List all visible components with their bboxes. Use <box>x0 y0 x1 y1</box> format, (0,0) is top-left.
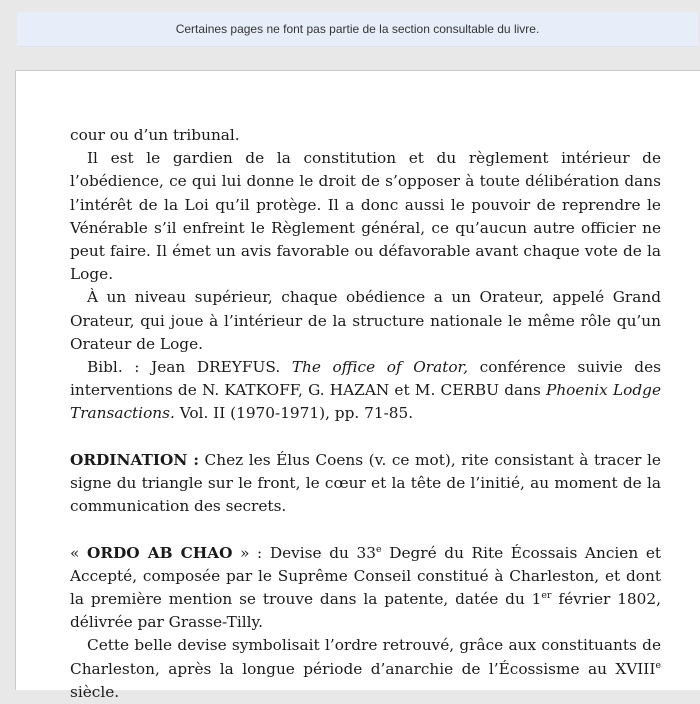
bibliography-author: Bibl. : Jean DREYFUS. <box>87 358 292 377</box>
paragraph-grand-orator: À un niveau supérieur, chaque obédience a un Orateur, appelé Grand Orateur, qui joue à l’intérieur de la structure nationale le même rôle qu’un Orateur de Loge. <box>70 288 661 353</box>
entry-definition-end: février 1802, délivrée par Grasse-Tilly. <box>70 590 661 632</box>
paragraph-continuation: cour ou d’un tribunal. <box>70 126 240 144</box>
paragraph-devise-end: siècle. <box>70 682 120 701</box>
preview-notice-banner <box>17 12 698 47</box>
paragraph-devise <box>70 634 661 704</box>
bibliography-title: The office of Orator, <box>291 358 469 377</box>
bibliography-journal: Phoenix Lodge Transactions. <box>70 381 661 423</box>
paragraph-orator-role: Il est le gardien de la constitution et du règlement intérieur de l’obédience, ce qui lui donne le droit de s’opposer à toute délibération dans l’intérêt de la Loi qu’il protège. Il a donc aussi le pouvoir de reprendre le Vénérable s’il enfreint le Règlement général, ce qu’aucun autre officier ne peut faire. Il émet un avis favorable ou défavorable avant chaque vote de la Loge. <box>70 149 661 284</box>
entry-term-ordo-ab-chao: ORDO AB CHAO <box>87 543 233 562</box>
entry-ordination <box>70 449 661 519</box>
superscript: er <box>541 589 552 601</box>
quote-open: « <box>70 543 87 562</box>
bibliography-detail: conférence suivie des interventions de N. KATKOFF, G. HAZAN et M. CERBU dans <box>70 358 661 400</box>
preview-notice-text: Certaines pages ne font pas partie de la section consultable du livre. <box>175 22 540 36</box>
entry-definition-ordination: Chez les Élus Coens (v. ce mot), rite consistant à tracer le signe du triangle sur le front, le cœur et la tête de l’initié, au moment de la communication des secrets. <box>70 450 661 516</box>
superscript: e <box>655 659 661 671</box>
bibliography <box>70 356 661 426</box>
page-text <box>70 124 661 704</box>
superscript: e <box>375 543 382 555</box>
entry-definition-start: » : Devise du 33 <box>232 543 376 562</box>
book-page <box>15 70 700 701</box>
entry-term-ordination: ORDINATION : <box>70 450 199 469</box>
entry-definition-middle: Degré du Rite Écossais Ancien et Accepté, composée par le Suprême Conseil constitué à Charleston, et dont la première mention se trouve dans la patente, datée du 1 <box>70 543 662 609</box>
paragraph-devise-start: Cette belle devise symbolisait l’ordre retrouvé, grâce aux constituants de Charleston, après la longue période d’anarchie de l’Écossisme au XVIII <box>70 636 661 678</box>
entry-ordo-ab-chao <box>70 542 661 635</box>
bibliography-volume: Vol. II (1970-1971), pp. 71-85. <box>174 404 414 423</box>
